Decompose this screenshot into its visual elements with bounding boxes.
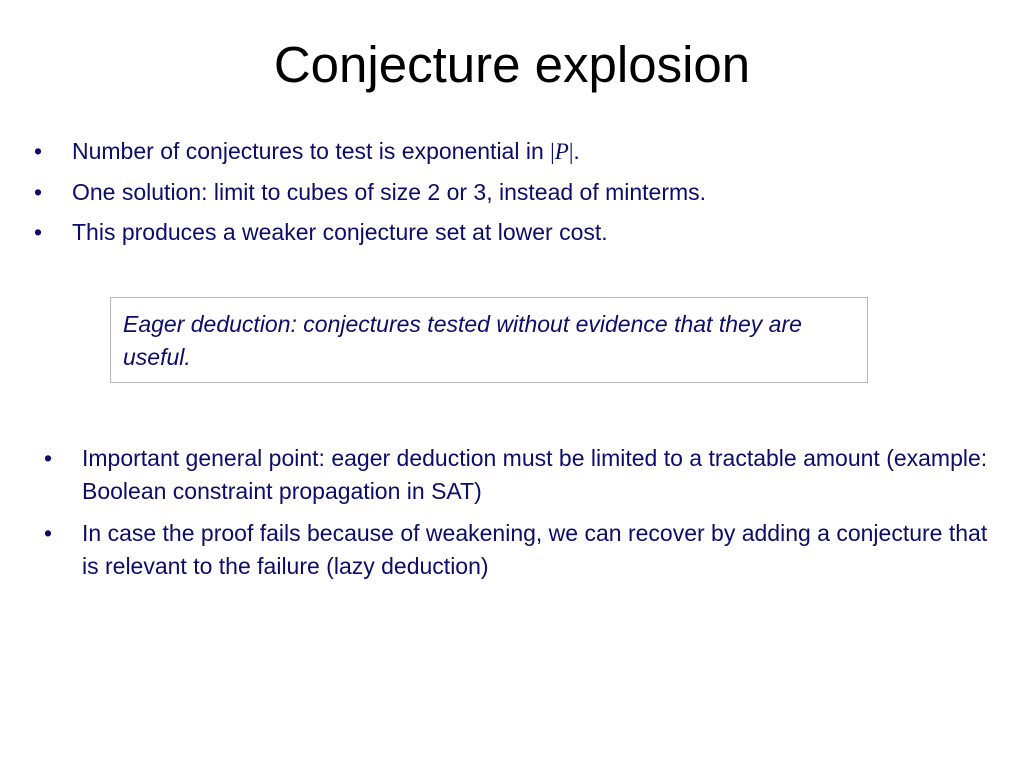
bullet-trailing-punctuation: . [573, 138, 580, 164]
bullet-item [32, 175, 972, 209]
callout-text: Eager deduction: conjectures tested without evidence that they are useful. [123, 311, 802, 370]
bottom-bullet-list [42, 442, 992, 592]
bullet-item [32, 134, 972, 169]
math-bar-close: | [568, 139, 574, 164]
bullet-text: One solution: limit to cubes of size 2 or 3, instead of minterms. [72, 179, 707, 205]
bullet-item [42, 517, 992, 583]
bullet-marker: • [44, 520, 53, 546]
bullet-item [42, 442, 992, 508]
slide-title: Conjecture explosion [273, 36, 751, 93]
bullet-text: In case the proof fails because of weakening, we can recover by adding a conjecture that is relevant to the failure (lazy deduction) [82, 520, 988, 579]
bullet-marker: • [44, 445, 53, 471]
bullet-marker: • [34, 219, 43, 245]
top-bullet-list [32, 134, 972, 255]
bullet-item [32, 215, 972, 249]
math-bar-open: | [550, 139, 555, 164]
bullet-text: This produces a weaker conjecture set at lower cost. [72, 219, 608, 245]
math-expression [550, 139, 573, 164]
callout-box [110, 297, 868, 383]
bullet-text: Number of conjectures to test is exponential in [72, 138, 551, 164]
bullet-text: Important general point: eager deduction must be limited to a tractable amount (example: Boolean constraint propagation in SAT) [82, 445, 988, 504]
math-variable: P [554, 139, 569, 164]
bullet-marker: • [34, 138, 43, 164]
bullet-marker: • [34, 179, 43, 205]
